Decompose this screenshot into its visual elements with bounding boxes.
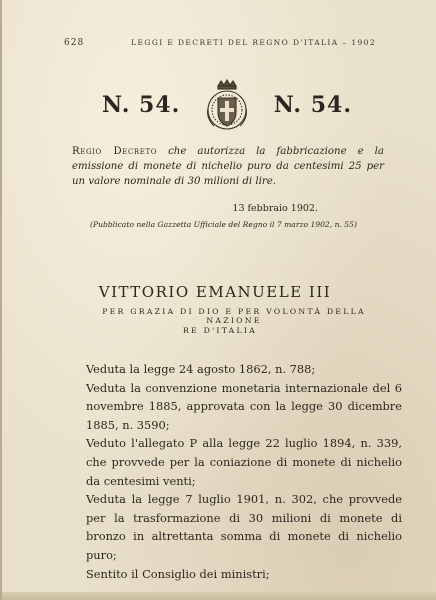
consideration-item: Veduta la convenzione monetaria internazionale del 6 novembre 1885, approvata con la legge 30 dicembre 1885, n. 3590; [86, 380, 402, 432]
decree-number-right: N. 54. [273, 92, 352, 118]
decree-number-row [102, 78, 352, 132]
summary-lead: Regio Decreto [72, 146, 158, 157]
consideration-item: Veduta la legge 24 agosto 1862, n. 788; [86, 362, 316, 376]
page-edge [2, 592, 436, 600]
considerations [86, 360, 402, 583]
publication-note: (Pubblicato nella Gazzetta Ufficiale del Regno il 7 marzo 1902, n. 55) [90, 220, 357, 229]
consideration-item: Veduto l'allegato P alla legge 22 luglio 1894, n. 339, che provvede per la coniazione di monete di nichelio da centesimi venti; [86, 436, 402, 488]
decree-number-left: N. 54. [102, 92, 181, 118]
kingdom-line: RE D'ITALIA [182, 326, 257, 335]
grace-line: PER GRAZIA DI DIO E PER VOLONTÀ DELLA NAZIONE [102, 307, 366, 325]
consideration-item: Sentito il Consiglio dei ministri; [86, 566, 270, 581]
summary-text: che autorizza la fabbricazione e la emissione di monete di nichelio puro da centesimi 25 per un valore nominale di 30 milioni di lire. [72, 146, 384, 187]
decree-date: 13 febbraio 1902. [232, 203, 318, 214]
running-head [64, 38, 376, 48]
king-name: VITTORIO EMANUELE III [98, 283, 332, 301]
running-title: LEGGI E DECRETI DEL REGNO D'ITALIA – 1902 [131, 38, 376, 47]
consideration-item: Veduta la legge 7 luglio 1901, n. 302, che provvede per la trasformazione di 30 milioni di monete di bronzo in altrettanta somma di monete di nichelio puro; [86, 492, 402, 562]
page-number: 628 [64, 38, 85, 48]
running-title-text: LEGGI E DECRETI DEL REGNO D'ITALIA [131, 38, 339, 47]
running-year: 1902 [351, 38, 376, 47]
savoy-crest-icon [204, 78, 250, 132]
decree-summary [72, 144, 384, 189]
